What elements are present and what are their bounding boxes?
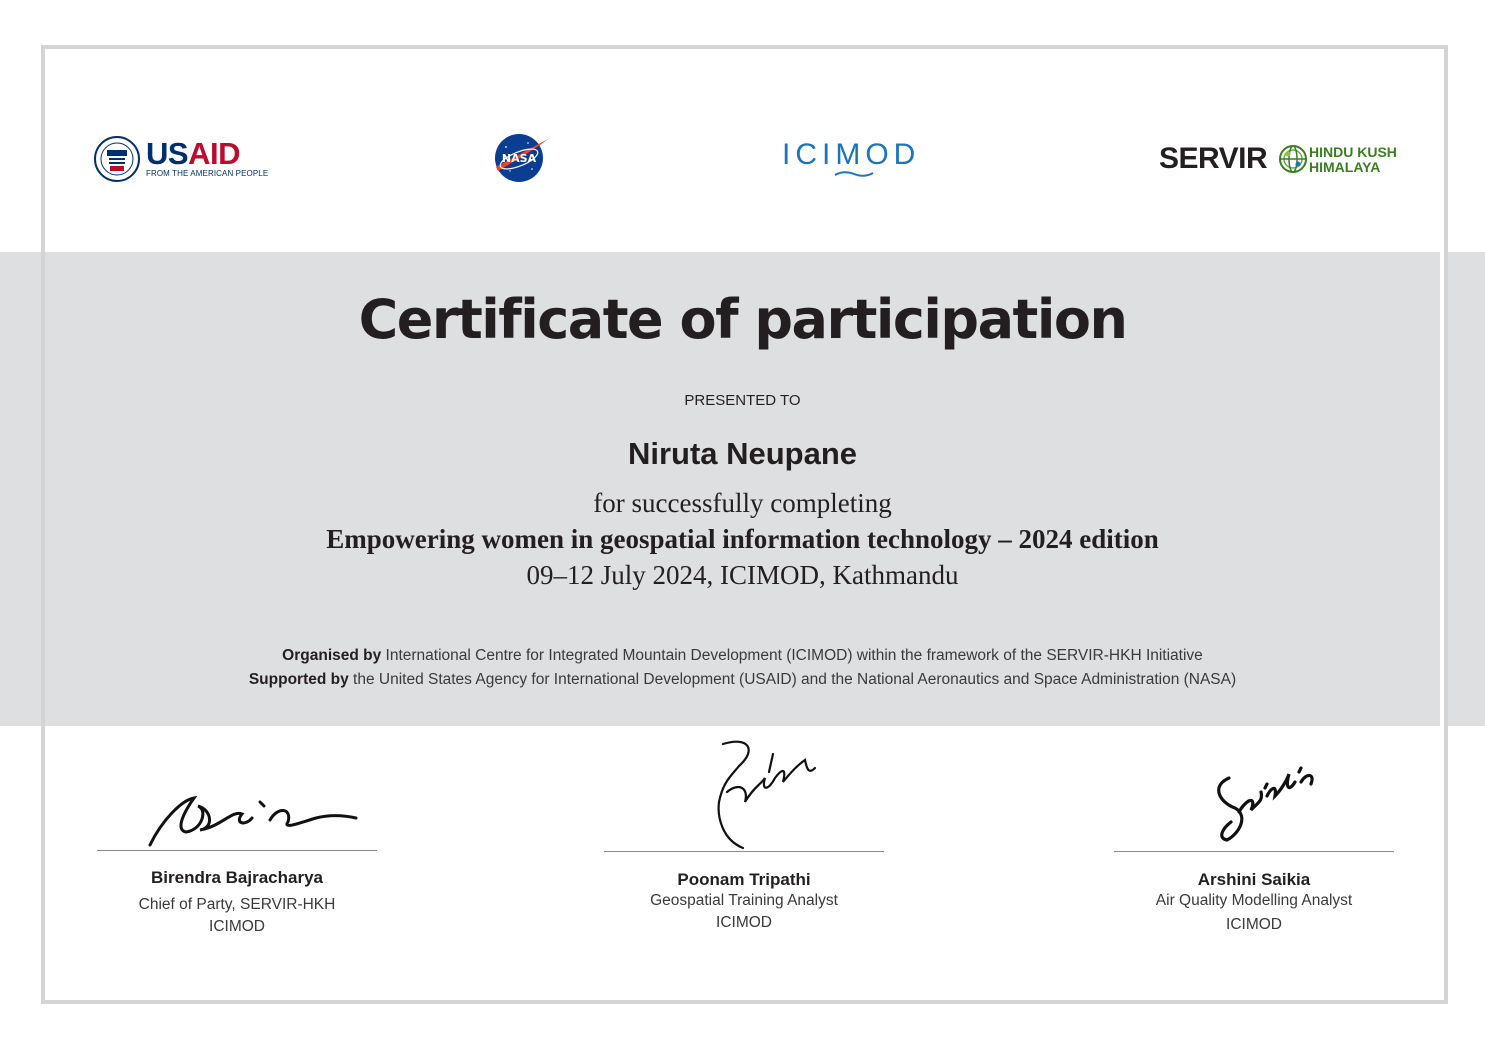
presented-to-label: PRESENTED TO [684,392,801,409]
organised-by-line: Organised by International Centre for Integrated Mountain Development (ICIMOD) within the framework of the SERVIR-HKH Initiative [282,647,1203,664]
usaid-seal-icon [94,136,140,182]
signature-1-icon [142,780,362,855]
signatory-name: Birendra Bajracharya [151,868,323,887]
servir-hkh-logo [1159,140,1399,180]
recipient-name: Niruta Neupane [627,436,858,471]
supported-by-line: Supported by the United States Agency for International Development (USAID) and the National Aeronautics and Space Administration (NASA) [248,671,1237,688]
nasa-meatball-icon [492,133,550,183]
nasa-logo [492,133,550,183]
signature-line [604,851,884,852]
course-title: Empowering women in geospatial information technology – 2024 edition [326,524,1159,554]
icimod-wordmark: ICIMOD [782,138,921,171]
icimod-wave-icon [834,170,874,178]
signatory-org: ICIMOD [1226,916,1282,933]
signature-line [97,850,377,851]
icimod-logo [782,138,922,180]
usaid-wordmark: USAID [146,136,240,171]
date-place: 09–12 July 2024, ICIMOD, Kathmandu [526,560,959,590]
signature-line [1114,851,1394,852]
signatory-3 [1114,760,1394,940]
signatory-role: Chief of Party, SERVIR-HKH [138,896,336,913]
signatory-name: Arshini Saikia [1197,870,1311,889]
servir-wordmark: SERVIR [1159,142,1268,175]
signatory-org: ICIMOD [209,918,265,935]
signature-3-icon [1209,762,1319,846]
signatory-2 [604,730,884,940]
usaid-tagline: FROM THE AMERICAN PEOPLE [146,169,269,178]
signatory-1 [97,760,377,940]
signatory-role: Geospatial Training Analyst [650,892,838,909]
signature-2-icon [709,732,819,850]
certificate-title: Certificate of participation [358,288,1127,351]
svg-text:NASA: NASA [501,152,537,165]
usaid-logo [94,136,269,184]
signatory-org: ICIMOD [716,914,772,931]
servir-region-text: HINDU KUSH HIMALAYA [1309,144,1397,175]
signatory-name: Poonam Tripathi [677,870,811,889]
completion-text: for successfully completing [593,488,892,518]
globe-icon [1279,145,1307,173]
signatory-role: Air Quality Modelling Analyst [1155,892,1353,909]
